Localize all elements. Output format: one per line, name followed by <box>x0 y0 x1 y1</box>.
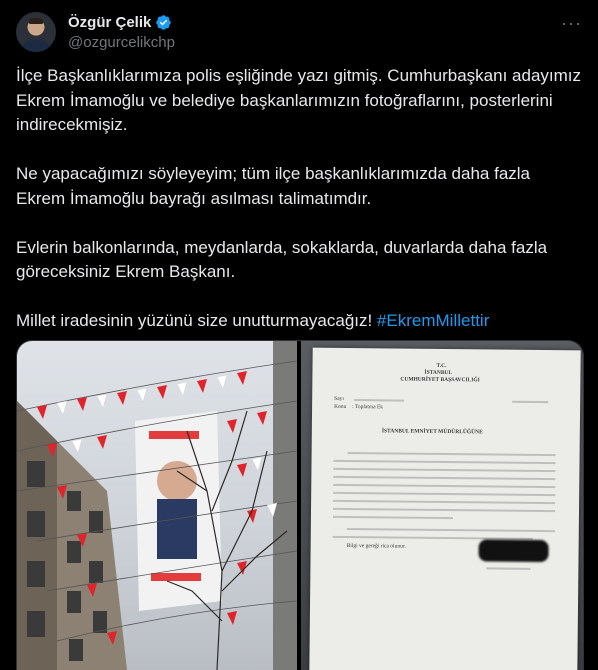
tweet-text <box>16 64 582 334</box>
verified-badge-icon <box>155 14 172 31</box>
doc-header-2: İSTANBUL <box>424 369 453 377</box>
author-handle[interactable]: @ozgurcelikchp <box>68 34 175 51</box>
tweet-paragraph-4-text: Millet iradesinin yüzünü size unutturmayacağız! <box>16 311 377 330</box>
doc-konu-label: Konu <box>334 403 347 410</box>
more-options-icon[interactable]: ··· <box>561 13 582 33</box>
media-grid <box>16 340 584 670</box>
doc-addressee: İSTANBUL EMNİYET MÜDÜRLÜĞÜNE <box>381 428 483 436</box>
hashtag-link[interactable]: #EkremMillettir <box>376 311 490 330</box>
doc-konu-value: : Toplatma Ek <box>352 404 384 411</box>
author-name[interactable]: Özgür Çelik <box>68 14 152 31</box>
tweet-header <box>16 10 586 54</box>
redacted-signature <box>478 539 548 562</box>
document-paper <box>309 348 580 670</box>
document-photo[interactable] <box>301 341 583 670</box>
doc-header-3: CUMHURİYET BAŞSAVCILIĞI <box>400 376 480 384</box>
author-name-row <box>68 14 172 31</box>
tweet-paragraph-2: Ne yapacağımızı söyleyeyim; tüm ilçe başkanlıklarımızda daha fazla Ekrem İmamoğlu bayrağı asılması talimatımdır. <box>16 164 531 208</box>
doc-sayi-label: Sayı <box>334 395 344 402</box>
doc-header-1: T.C. <box>436 362 447 370</box>
tweet-paragraph-1: İlçe Başkanlıklarımıza polis eşliğinde yazı gitmiş. Cumhurbaşkanı adayımız Ekrem İmamoğlu ve belediye başkanlarımızın fotoğraflarını, posterlerini indirecekmişiz. <box>16 66 582 134</box>
tweet-paragraph-3: Evlerin balkonlarında, meydanlarda, sokaklarda, duvarlarda daha fazla göreceksiniz Ekrem Başkanı. <box>16 237 548 281</box>
avatar[interactable] <box>16 12 56 52</box>
street-photo[interactable] <box>17 341 297 670</box>
street-photo-illustration <box>17 341 297 670</box>
tweet-paragraph-4 <box>16 309 582 334</box>
doc-closing: Bilgi ve gereği rica olunur. <box>346 542 406 550</box>
